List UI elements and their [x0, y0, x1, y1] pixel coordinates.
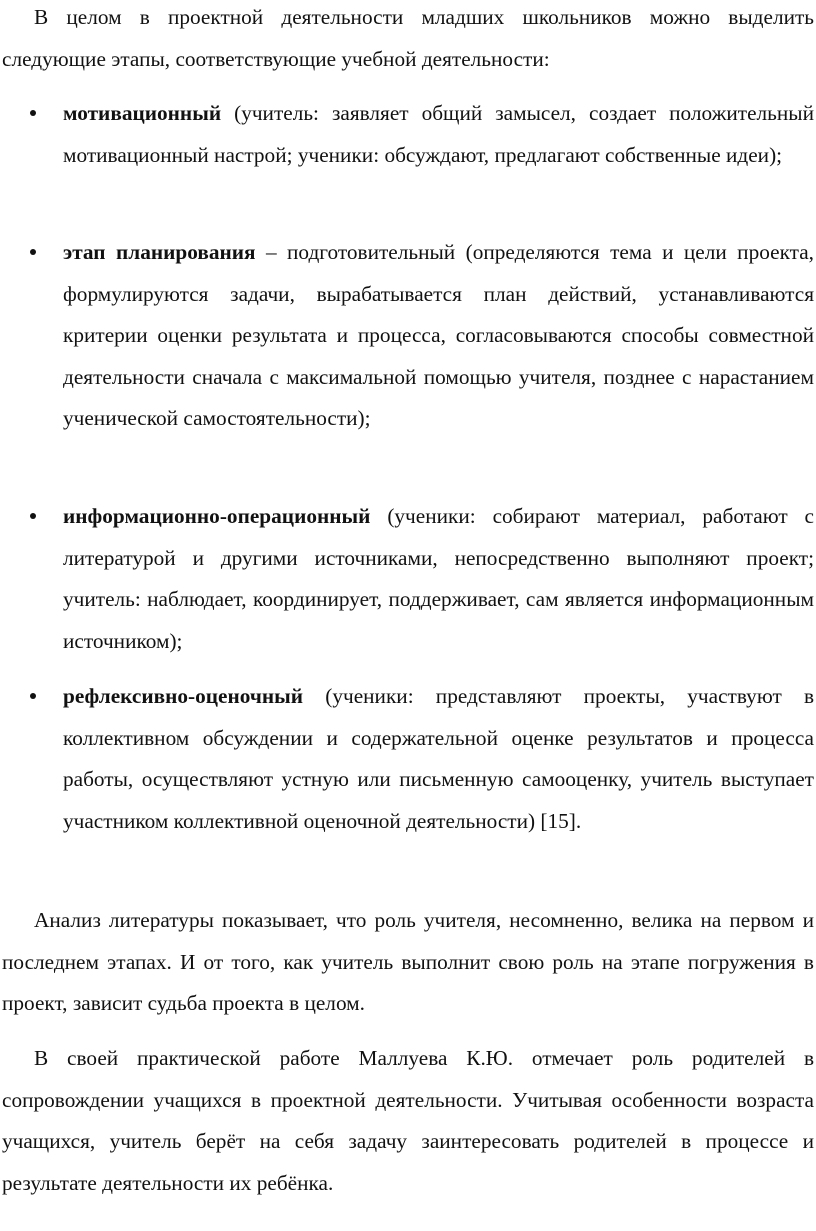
stage-term: информационно-операционный	[63, 504, 371, 528]
stage-item-motivational	[2, 93, 814, 176]
stage-term: мотивационный	[63, 101, 222, 125]
stage-text	[63, 93, 814, 176]
analysis-paragraph: Анализ литературы показывает, что роль учителя, несомненно, велика на первом и последнем этапах. И от того, как учитель выполнит свою роль на этапе погружения в проект, зависит судьба проекта в целом.	[2, 908, 814, 1015]
stage-item-reflective	[2, 676, 814, 842]
practice-paragraph: В своей практической работе Маллуева К.Ю. отмечает роль родителей в сопровождении учащихся в проектной деятельности. Учитывая особенности возраста учащихся, учитель берёт на себя задачу заинтересовать родителей в процессе и результате деятельности их ребёнка.	[2, 1046, 814, 1195]
stage-term: этап планирования	[63, 240, 256, 264]
bullet-dot-icon	[30, 513, 36, 519]
stage-text	[63, 232, 814, 440]
stage-description: – подготовительный (определяются тема и цели проекта, формулируются задачи, вырабатывается план действий, устанавливаются критерии оценки результата и процесса, согласовываются способы совместной деятельности сначала с максимальной помощью учителя, позднее с нарастанием ученической самостоятельности);	[63, 240, 814, 430]
stage-description: (ученики: собирают материал, работают с литературой и другими источниками, непосредственно выполняют проект; учитель: наблюдает, координирует, поддерживает, сам является информационным источником);	[63, 504, 814, 653]
bullet-dot-icon	[30, 249, 36, 255]
bullet-dot-icon	[30, 110, 36, 116]
intro-paragraph: В целом в проектной деятельности младших школьников можно выделить следующие этапы, соответствующие учебной деятельности:	[2, 5, 814, 71]
bullet-dot-icon	[30, 693, 36, 699]
stage-description: (учитель: заявляет общий замысел, создает положительный мотивационный настрой; ученики: обсуждают, предлагают собственные идеи);	[63, 101, 814, 167]
stage-item-informational	[2, 496, 814, 662]
stage-term: рефлексивно-оценочный	[63, 684, 304, 708]
stage-item-planning	[2, 232, 814, 440]
stage-text	[63, 676, 814, 842]
stage-text	[63, 496, 814, 662]
stage-description: (ученики: представляют проекты, участвуют в коллективном обсуждении и содержательной оценке результатов и процесса работы, осуществляют устную или письменную самооценку, учитель выступает участником коллективной оценочной деятельности) [15].	[63, 684, 814, 833]
